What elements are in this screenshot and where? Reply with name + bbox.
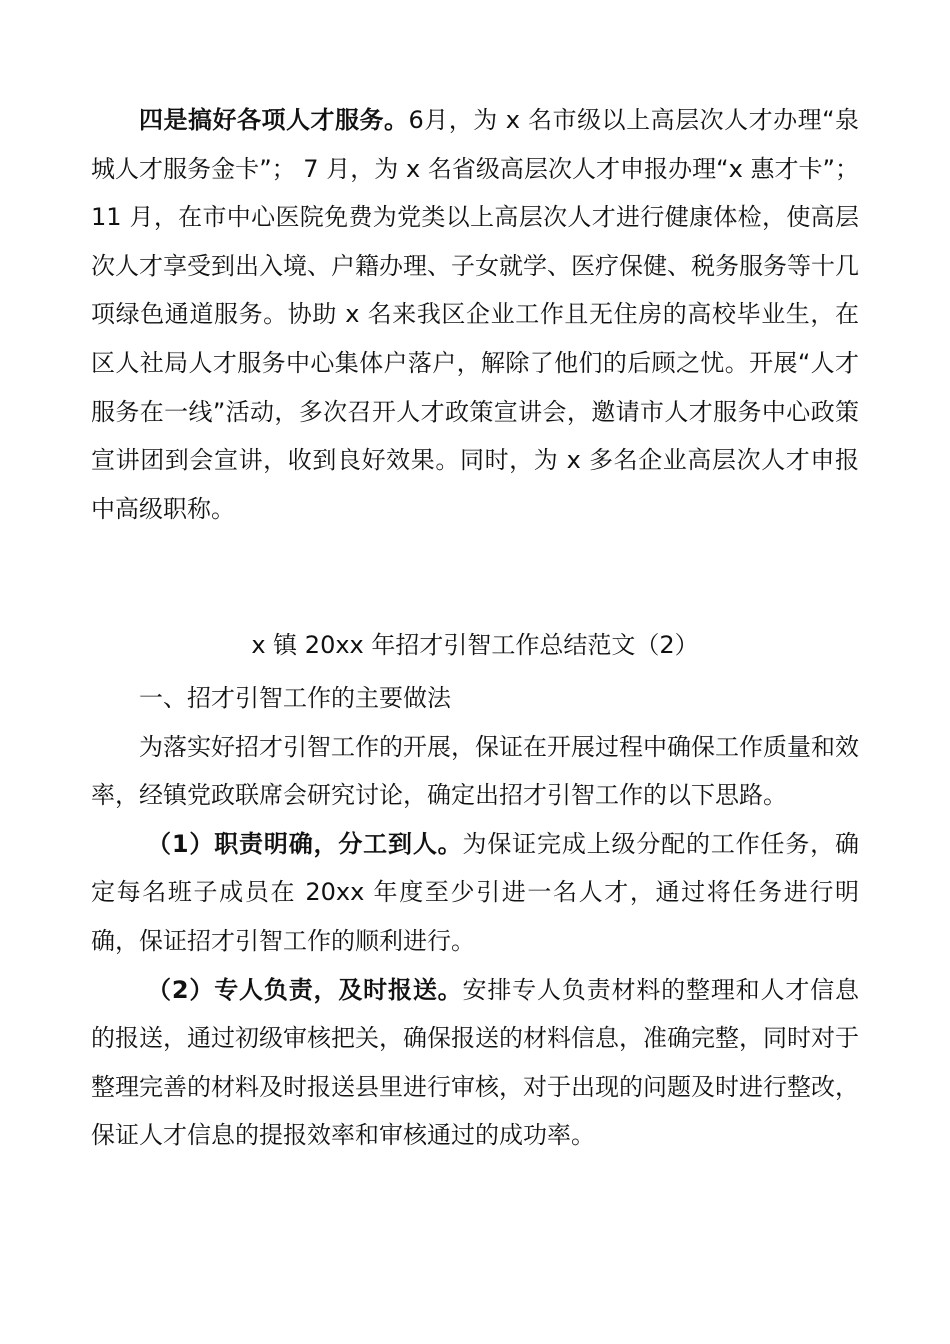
paragraph-body: 6月，为 x 名市级以上高层次人才办理“泉城人才服务金卡”； 7 月，为 x 名省级高层次人才申报办理“x 惠才卡”；11 月，在市中心医院免费为党类以上高层次人才进行健康体检，使高层次人才享受到出入境、户籍办理、子女就学、医疗保健、税务服务等十几项绿色通道服务。协助 x 名来我区企业工作且无住房的高校毕业生，在区人社局人才服务中心集体户落户，解除了他们的后顾之忧。开展“人才服务在一线”活动，多次召开人才政策宣讲会，邀请市人才服务中心政策宣讲团到会宣讲，收到良好效果。同时，为 x 多名企业高层次人才申报中高级职称。 (91, 106, 859, 523)
paragraph-item-1 (91, 820, 859, 966)
paragraph-lead-bold: 四是搞好各项人才服务。 (139, 106, 409, 134)
section-heading: 一、招才引智工作的主要做法 (139, 683, 451, 712)
document-title: x 镇 20xx 年招才引智工作总结范文（2） (251, 631, 699, 660)
document-page (91, 96, 859, 1160)
item-1-body: 为保证完成上级分配的工作任务，确定每名班子成员在 20xx 年度至少引进一名人才，通过将任务进行明确，保证招才引智工作的顺利进行。 (91, 829, 859, 955)
paragraph-intro: 为落实好招才引智工作的开展，保证在开展过程中确保工作质量和效率，经镇党政联席会研究讨论，确定出招才引智工作的以下思路。 (91, 732, 859, 810)
item-2-lead-bold: （2）专人负责，及时报送。 (147, 975, 463, 1004)
paragraph-item-2 (91, 966, 859, 1160)
item-1-lead-bold: （1）职责明确，分工到人。 (147, 829, 463, 858)
item-2-body: 安排专人负责材料的整理和人才信息的报送，通过初级审核把关，确保报送的材料信息，准确完整，同时对于整理完善的材料及时报送县里进行审核，对于出现的问题及时进行整改，保证人才信息的提报效率和审核通过的成功率。 (91, 975, 859, 1150)
paragraph-talent-services (91, 96, 859, 533)
